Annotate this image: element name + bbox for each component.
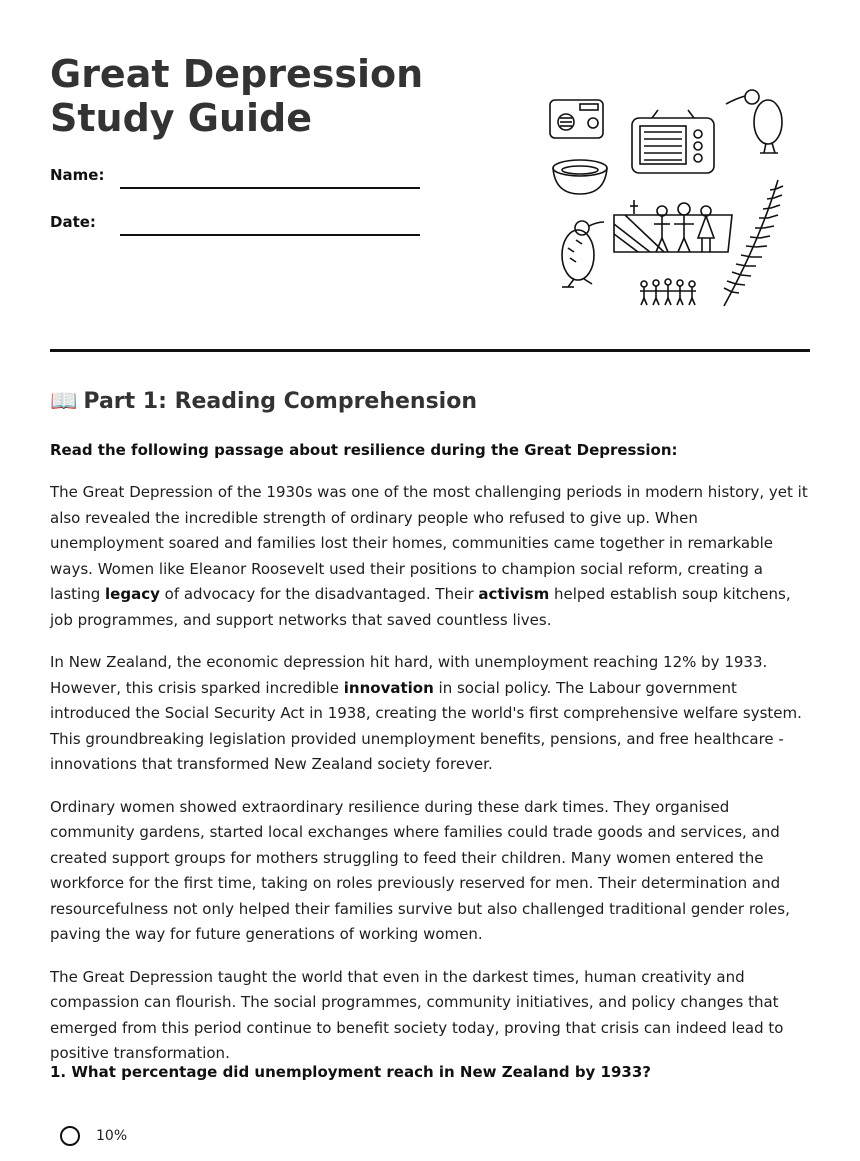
date-field[interactable] [120, 234, 420, 236]
kiwi-bird-icon [726, 90, 782, 153]
radio-icon [550, 100, 603, 138]
passage-paragraph-2: In New Zealand, the economic depression hit hard, with unemployment reaching 12% by 1933. However, this crisis sparked incredible innovation in social policy. The Labour government introduced the Social Security Act in 1938, creating the world's first comprehensive welfare system. This groundbreaking legislation provided unemployment benefits, pensions, and free healthcare - innovations that transformed New Zealand society forever. [50, 653, 802, 773]
question-1: 1. What percentage did unemployment reach in New Zealand by 1933? [50, 1063, 652, 1081]
open-book-icon: 📖 [50, 389, 78, 414]
passage-paragraph-1: The Great Depression of the 1930s was one of the most challenging periods in modern history, yet it also revealed the incredible strength of ordinary people who refused to give up. When unemployment soared and families lost their homes, communities came together in remarkable ways. Women like Eleanor Roosevelt used their positions to champion social reform, creating a lasting legacy of advocacy for the disadvantaged. Their activism helped establish soup kitchens, job programmes, and support networks that saved countless lives. [50, 483, 808, 629]
section-divider [50, 349, 810, 352]
keyword-innovation: innovation [343, 678, 434, 697]
page-title: Great Depression Study Guide [50, 52, 424, 140]
illustration [545, 88, 795, 318]
radio-icon [632, 110, 714, 173]
people-row-icon [640, 279, 696, 305]
bowl-icon [553, 160, 607, 194]
radio-button[interactable] [60, 1126, 80, 1146]
answer-option-label: 10% [96, 1128, 128, 1144]
passage-paragraph-4: The Great Depression taught the world that even in the darkest times, human creativity and compassion can flourish. The social programmes, community initiatives, and policy changes that emerged from this period continue to benefit society today, proving that crisis can indeed lead to positive transformation. [50, 967, 784, 1062]
family-farm-icon [614, 200, 732, 252]
instruction-text: Read the following passage about resilience during the Great Depression: [50, 441, 678, 459]
name-label: Name: [50, 166, 105, 184]
fern-icon [724, 180, 783, 306]
keyword-legacy: legacy [105, 585, 160, 603]
kiwi-bird-icon [562, 221, 604, 287]
answer-option[interactable] [60, 1126, 127, 1146]
section-title: Part 1: Reading Comprehension [83, 389, 477, 414]
section-heading [50, 389, 477, 414]
name-field[interactable] [120, 187, 420, 189]
reading-passage [50, 480, 810, 1084]
passage-paragraph-3: Ordinary women showed extraordinary resilience during these dark times. They organised community gardens, started local exchanges where families could trade goods and services, and created support groups for mothers struggling to feed their children. Many women entered the workforce for the first time, taking on roles previously reserved for men. Their determination and resourcefulness not only helped their families survive but also challenged traditional gender roles, paving the way for future generations of working women. [50, 797, 790, 943]
date-label: Date: [50, 213, 96, 231]
keyword-activism: activism [478, 585, 550, 603]
